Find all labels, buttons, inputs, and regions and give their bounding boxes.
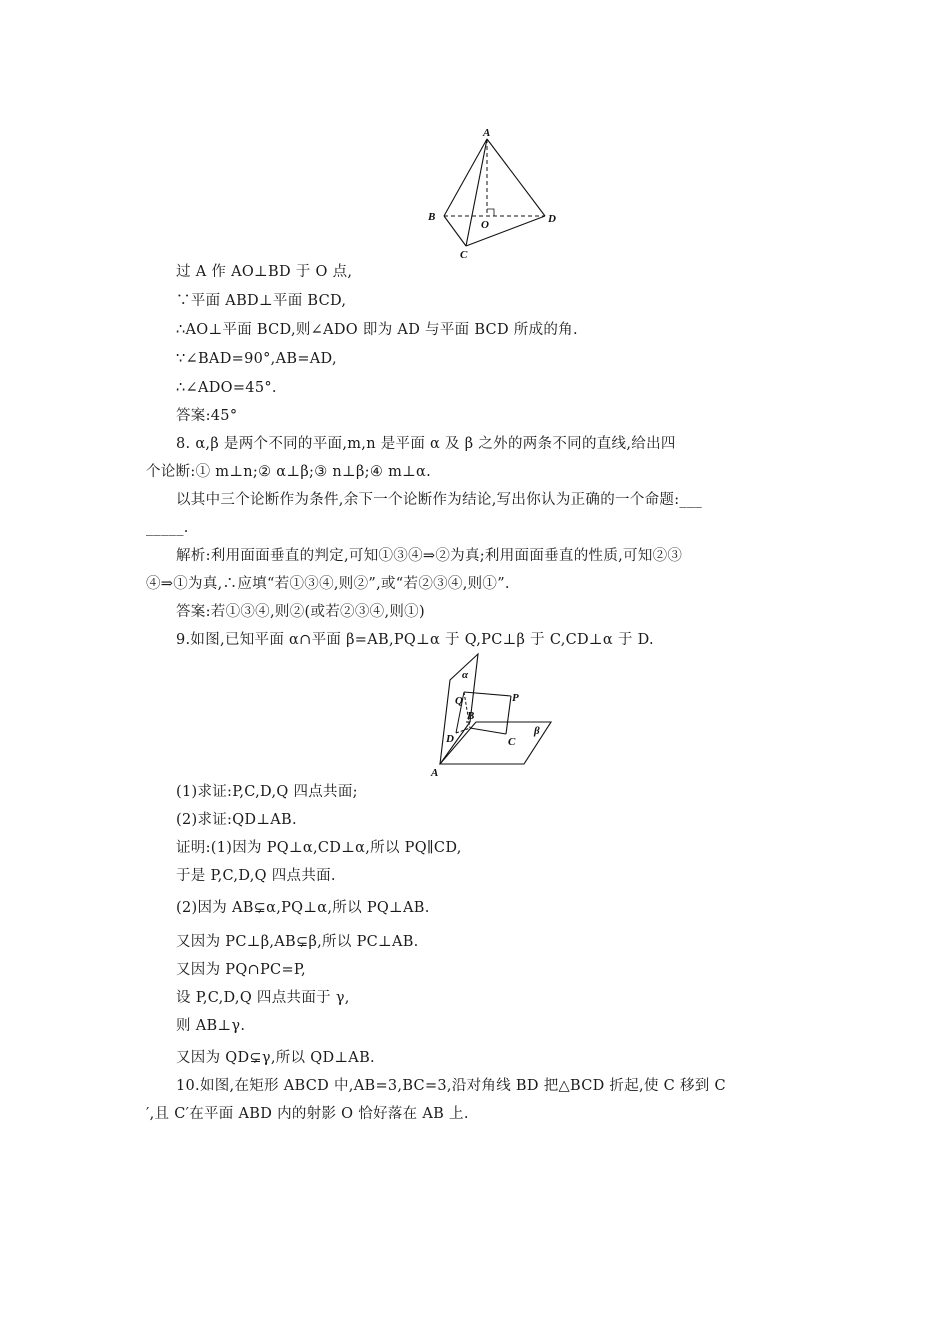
label-C: C	[460, 249, 468, 261]
label-B: B	[467, 710, 475, 722]
q8-line-1: 8. α,β 是两个不同的平面,m,n 是平面 α 及 β 之外的两条不同的直线,给出四	[176, 436, 676, 452]
label-O: O	[481, 219, 489, 231]
label-B: B	[428, 211, 436, 223]
q7-line-4: ∵∠BAD=90°,AB=AD,	[176, 351, 337, 367]
q7-line-5: ∴∠ADO=45°.	[176, 380, 277, 396]
tetrahedron-figure	[420, 124, 565, 262]
q9-line-3: 证明:(1)因为 PQ⊥α,CD⊥α,所以 PQ∥CD,	[176, 840, 462, 856]
q8-analysis-1: 解析:利用面面垂直的判定,可知①③④⇒②为真;利用面面垂直的性质,可知②③	[176, 548, 683, 564]
label-A: A	[431, 767, 439, 779]
q7-line-1: 过 A 作 AO⊥BD 于 O 点,	[176, 264, 353, 280]
q8-answer: 答案:若①③④,则②(或若②③④,则①)	[176, 604, 425, 620]
q9-line-1: (1)求证:P,C,D,Q 四点共面;	[176, 784, 358, 800]
q7-answer: 答案:45°	[176, 408, 238, 424]
q9-line-6: 又因为 PC⊥β,AB⊊β,所以 PC⊥AB.	[176, 934, 419, 950]
q9-stem: 9.如图,已知平面 α∩平面 β=AB,PQ⊥α 于 Q,PC⊥β 于 C,CD⊥α 于 D.	[176, 632, 654, 648]
label-beta: β	[534, 725, 540, 737]
q7-line-2: ∵平面 ABD⊥平面 BCD,	[176, 293, 347, 309]
q9-line-8: 设 P,C,D,Q 四点共面于 γ,	[176, 990, 350, 1006]
q9-line-9: 则 AB⊥γ.	[176, 1018, 246, 1034]
label-A: A	[483, 127, 491, 139]
label-P: P	[512, 692, 519, 704]
label-D: D	[446, 733, 454, 745]
q8-line-4: _____.	[146, 520, 189, 536]
label-Q: Q	[455, 695, 463, 707]
q9-line-7: 又因为 PQ∩PC=P,	[176, 962, 306, 978]
q9-line-5: (2)因为 AB⊊α,PQ⊥α,所以 PQ⊥AB.	[176, 900, 430, 916]
q9-line-10: 又因为 QD⊊γ,所以 QD⊥AB.	[176, 1050, 375, 1066]
q9-line-2: (2)求证:QD⊥AB.	[176, 812, 297, 828]
q8-line-2: 个论断:① m⊥n;② α⊥β;③ n⊥β;④ m⊥α.	[146, 464, 432, 480]
label-D: D	[548, 213, 556, 225]
planes-figure	[426, 650, 556, 780]
q8-line-3: 以其中三个论断作为条件,余下一个论断作为结论,写出你认为正确的一个命题:___	[176, 492, 703, 508]
q10-line-2: ′,且 C′在平面 ABD 内的射影 O 恰好落在 AB 上.	[146, 1106, 469, 1122]
q8-analysis-2: ④⇒①为真,∴应填“若①③④,则②”,或“若②③④,则①”.	[146, 576, 510, 592]
q10-line-1: 10.如图,在矩形 ABCD 中,AB=3,BC=3,沿对角线 BD 把△BCD 折起,使 C 移到 C	[176, 1078, 726, 1094]
q7-line-3: ∴AO⊥平面 BCD,则∠ADO 即为 AD 与平面 BCD 所成的角.	[176, 322, 578, 338]
q9-line-4: 于是 P,C,D,Q 四点共面.	[176, 868, 336, 884]
tetrahedron-svg	[420, 124, 565, 262]
planes-svg	[426, 650, 556, 780]
label-alpha: α	[462, 669, 469, 681]
label-C: C	[508, 736, 516, 748]
